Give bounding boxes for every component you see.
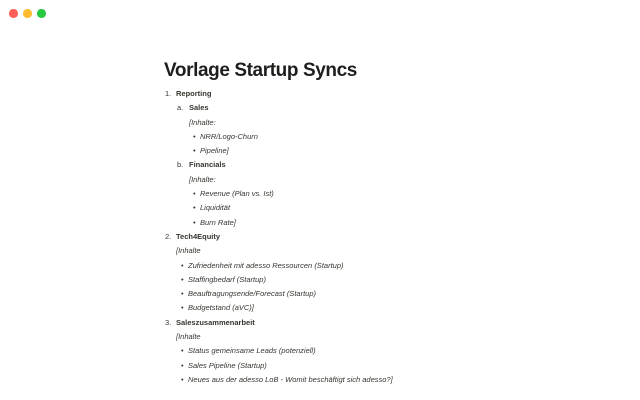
bullet-text: Staffingbedarf (Startup): [188, 274, 266, 284]
bullet-text: Sales Pipeline (Startup): [188, 360, 267, 370]
paragraph-text: [Inhalte: [176, 246, 201, 256]
para-inhalte-saleszusammenarbeit[interactable]: [164, 330, 524, 344]
bullet-text: NRR/Logo-Churn: [200, 131, 258, 141]
bullet-icon: •: [193, 131, 196, 141]
paragraph-text: [Inhalte:: [189, 174, 216, 184]
bullet-text: Beauftragungsende/Forecast (Startup): [188, 289, 316, 299]
bullet-nrr-logo-churn[interactable]: [164, 130, 524, 144]
bullet-text: Zufriedenheit mit adesso Ressourcen (Startup): [188, 260, 344, 270]
list-item-label: Sales: [189, 103, 209, 113]
close-button[interactable]: [9, 9, 18, 18]
bullet-icon: •: [181, 274, 184, 284]
paragraph-text: [Inhalte:: [189, 117, 216, 127]
bullet-text: Budgetstand (aVC)]: [188, 303, 254, 313]
bullet-icon: •: [181, 303, 184, 313]
bullet-icon: •: [181, 346, 184, 356]
bullet-pipeline[interactable]: [164, 144, 524, 158]
list-item-label: Reporting: [176, 89, 212, 98]
para-inhalte-financials[interactable]: [164, 173, 524, 187]
paragraph-text: [Inhalte: [176, 332, 201, 342]
bullet-text: Revenue (Plan vs. Ist): [200, 189, 274, 199]
list-letter: b.: [177, 160, 184, 170]
bullet-icon: •: [181, 360, 184, 370]
list-item-tech4equity[interactable]: [164, 230, 524, 244]
document-body: [164, 60, 524, 387]
bullet-neues-adesso-lob[interactable]: [164, 373, 524, 387]
list-item-financials[interactable]: [164, 158, 524, 172]
bullet-status-leads[interactable]: [164, 344, 524, 358]
zoom-button[interactable]: [37, 9, 46, 18]
bullet-text: Burn Rate]: [200, 217, 236, 227]
bullet-budgetstand[interactable]: [164, 301, 524, 315]
minimize-button[interactable]: [23, 9, 32, 18]
bullet-icon: •: [181, 260, 184, 270]
bullet-icon: •: [181, 289, 184, 299]
bullet-icon: •: [193, 217, 196, 227]
list-item-label: Financials: [189, 160, 226, 170]
bullet-staffingbedarf[interactable]: [164, 273, 524, 287]
list-item-label: Saleszusammenarbeit: [176, 317, 255, 327]
page-title[interactable]: Vorlage Startup Syncs: [164, 60, 357, 81]
list-number: 3.: [165, 317, 172, 327]
bullet-zufriedenheit[interactable]: [164, 259, 524, 273]
bullet-text: Neues aus der adesso LoB - Womit beschäftigt sich adesso?]: [188, 374, 393, 384]
list-number: 1.: [165, 89, 172, 98]
bullet-sales-pipeline[interactable]: [164, 359, 524, 373]
list-item-reporting[interactable]: [164, 87, 524, 101]
bullet-icon: •: [193, 189, 196, 199]
bullet-liquiditaet[interactable]: [164, 201, 524, 215]
list-item-sales[interactable]: [164, 101, 524, 115]
bullet-icon: •: [181, 374, 184, 384]
bullet-burn-rate[interactable]: [164, 216, 524, 230]
bullet-text: Pipeline]: [200, 146, 229, 156]
para-inhalte-sales[interactable]: [164, 116, 524, 130]
list-item-label: Tech4Equity: [176, 231, 221, 241]
bullet-text: Status gemeinsame Leads (potenziell): [188, 346, 316, 356]
list-letter: a.: [177, 103, 184, 113]
bullet-text: Liquidität: [200, 203, 231, 213]
para-inhalte-tech4equity[interactable]: [164, 244, 524, 258]
bullet-icon: •: [193, 203, 196, 213]
list-number: 2.: [165, 231, 172, 241]
bullet-icon: •: [193, 146, 196, 156]
bullet-revenue[interactable]: [164, 187, 524, 201]
window-controls: [9, 9, 46, 18]
bullet-beauftragungsende[interactable]: [164, 287, 524, 301]
list-item-saleszusammenarbeit[interactable]: [164, 316, 524, 330]
